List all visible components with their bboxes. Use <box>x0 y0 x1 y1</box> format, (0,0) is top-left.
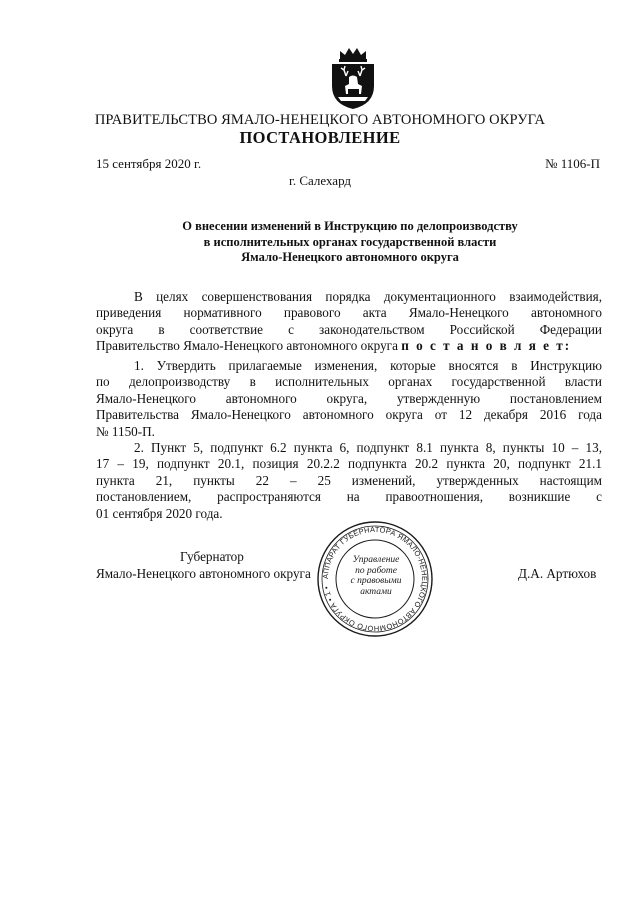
text-line: 17 – 19, подпункт 20.1, позиция 20.2.2 подпункта 20.2 пункта 20, подпункт 21.1 <box>96 456 602 472</box>
preamble-subject: Правительство Ямало-Ненецкого автономного округа <box>96 338 398 354</box>
document-city: г. Салехард <box>288 173 352 188</box>
document-date: 15 сентября 2020 г. <box>96 156 202 171</box>
signatory-role: Губернатор <box>180 549 244 564</box>
text-line: пункта 21, пункты 22 – 25 изменений, утвержденных настоящим <box>96 472 602 488</box>
title-line: О внесении изменений в Инструкцию по делопроизводству <box>182 219 518 233</box>
text-line: приведения нормативного правового акта Ямало-Ненецкого автономного <box>96 305 602 321</box>
text-line: Ямало-Ненецкого автономного округа, утвержденную постановлением <box>96 390 602 406</box>
signatory-region: Ямало-Ненецкого автономного округа <box>96 566 311 581</box>
stamp-line: с правовыми <box>350 576 402 586</box>
preamble-verb: п о с т а н о в л я е т: <box>401 338 572 354</box>
document-type: ПОСТАНОВЛЕНИЕ <box>239 128 401 147</box>
stamp-center-text <box>340 555 412 597</box>
text-line: 1. Утвердить прилагаемые изменения, которые вносятся в Инструкцию <box>134 358 602 373</box>
stamp-line: актами <box>360 586 392 597</box>
title-line: Ямало-Ненецкого автономного округа <box>241 250 459 264</box>
signatory-position <box>96 548 336 582</box>
government-name: ПРАВИТЕЛЬСТВО ЯМАЛО-НЕНЕЦКОГО АВТОНОМНОГО ОКРУГА <box>94 112 546 128</box>
preamble-paragraph <box>96 289 602 355</box>
stamp-line: по работе <box>355 565 397 576</box>
text-line: 01 сентября 2020 года. <box>96 505 223 521</box>
text-line: В целях совершенствования порядка документационного взаимодействия, <box>134 289 602 304</box>
text-line: Правительства Ямало-Ненецкого автономного округа от 12 декабря 2016 года <box>96 407 602 423</box>
title-line: в исполнительных органах государственной власти <box>203 234 497 249</box>
document-number: № 1106-П <box>545 156 600 171</box>
stamp-ring-text: АППАРАТ ГУБЕРНАТОРА ЯМАЛО-НЕНЕЦКОГО АВТОНОМНОГО ОКРУГА • 1 • <box>320 524 430 634</box>
text-line: постановлением, распространяются на правоотношения, возникшие с <box>96 489 602 505</box>
signatory-name: Д.А. Артюхов <box>518 566 597 581</box>
text-line: № 1150-П. <box>96 423 155 439</box>
text-line: по делопроизводству в исполнительных органах государственной власти <box>96 374 602 390</box>
text-line: 2. Пункт 5, подпункт 6.2 пункта 6, подпункт 8.1 пункта 8, пункты 10 – 13, <box>134 440 602 455</box>
document-title <box>100 219 600 266</box>
text-line <box>96 338 602 354</box>
text-line: округа в соответствие с законодательством Российской Федерации <box>96 321 602 337</box>
stamp-line: Управление <box>352 555 400 565</box>
item-2-paragraph <box>96 440 602 522</box>
coat-of-arms-icon <box>328 46 378 110</box>
item-1-paragraph <box>96 358 602 440</box>
